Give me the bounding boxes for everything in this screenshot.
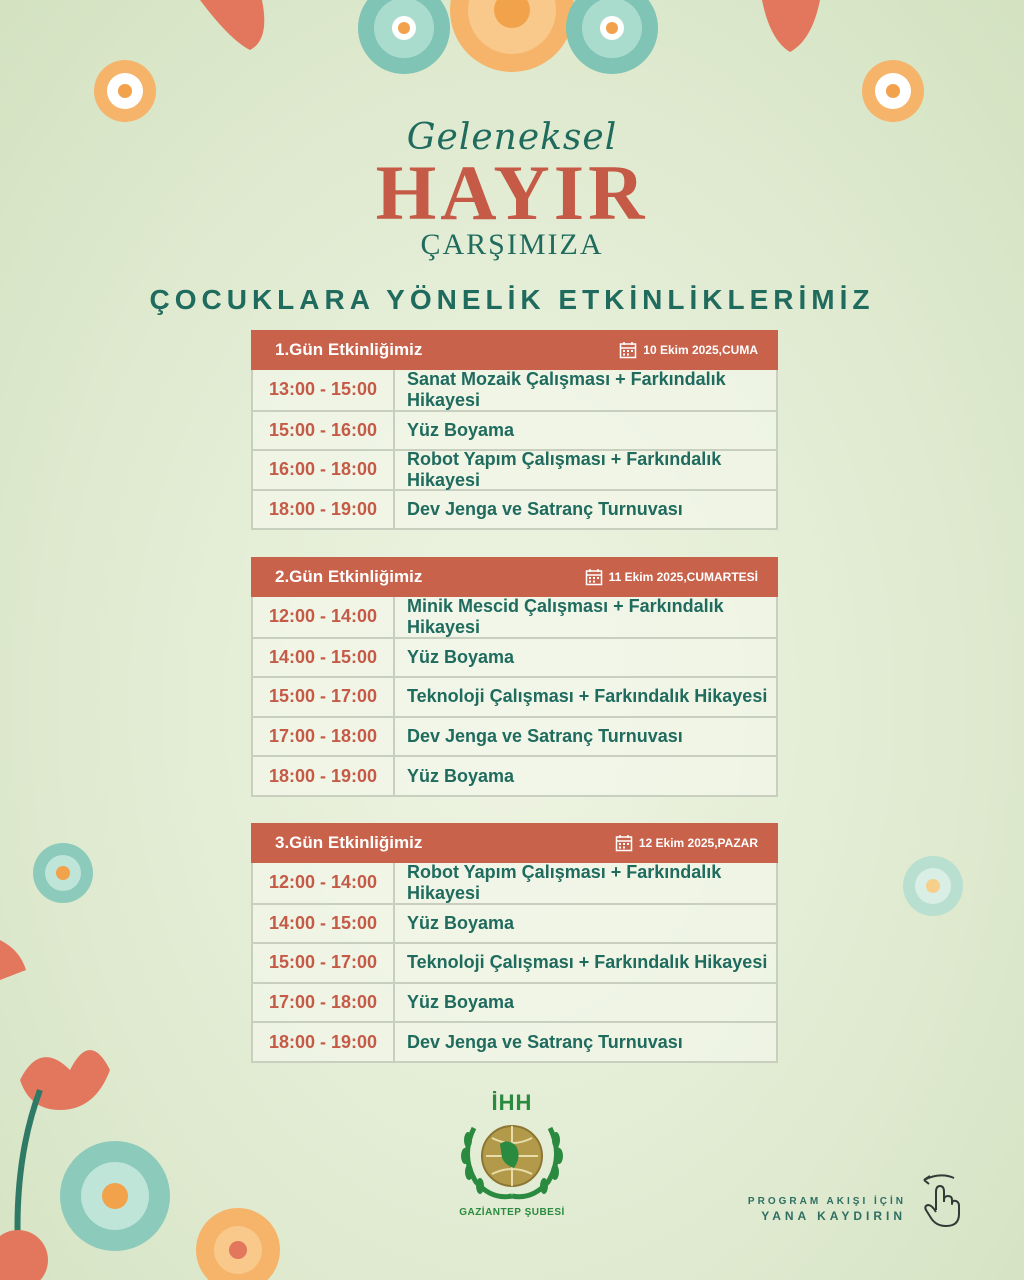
schedule-table bbox=[251, 597, 778, 797]
table-row bbox=[253, 755, 776, 795]
day-3-schedule bbox=[251, 823, 778, 1063]
title-sub: ÇARŞIMIZA bbox=[420, 228, 604, 261]
section-heading: ÇOCUKLARA YÖNELİK ETKİNLİKLERİMİZ bbox=[149, 284, 875, 315]
day-title: 1.Gün Etkinliğimiz bbox=[275, 340, 423, 359]
flower-small-left bbox=[94, 60, 156, 122]
swipe-hint bbox=[748, 1196, 906, 1223]
activity-cell: Minik Mescid Çalışması + Farkındalık Hikayesi bbox=[407, 595, 724, 637]
table-row bbox=[253, 1021, 776, 1061]
day-header bbox=[251, 557, 778, 597]
swipe-hint-line2: YANA KAYDIRIN bbox=[761, 1209, 906, 1223]
day-date bbox=[619, 341, 758, 359]
table-row bbox=[253, 863, 776, 903]
top-flower-decoration bbox=[0, 0, 1024, 130]
day-date-text: 10 Ekim 2025,CUMA bbox=[643, 343, 758, 357]
day-header bbox=[251, 823, 778, 863]
table-row bbox=[253, 370, 776, 410]
activity-cell: Yüz Boyama bbox=[407, 765, 515, 786]
day-title: 3.Gün Etkinliğimiz bbox=[275, 833, 423, 852]
tulip-left bbox=[200, 0, 264, 50]
time-cell: 18:00 - 19:00 bbox=[253, 1023, 395, 1061]
title-main: HAYIR bbox=[375, 149, 649, 236]
day-date bbox=[615, 834, 758, 852]
schedule-table bbox=[251, 863, 778, 1063]
time-cell: 15:00 - 17:00 bbox=[253, 678, 395, 716]
day-1-schedule bbox=[251, 330, 778, 530]
activity-cell: Yüz Boyama bbox=[407, 419, 515, 440]
activity-cell: Yüz Boyama bbox=[407, 912, 515, 933]
activity-cell: Dev Jenga ve Satranç Turnuvası bbox=[407, 499, 683, 520]
activity-cell: Robot Yapım Çalışması + Farkındalık Hikayesi bbox=[407, 448, 722, 490]
activity-cell: Yüz Boyama bbox=[407, 992, 515, 1013]
side-flower-left bbox=[28, 838, 98, 908]
day-date-text: 12 Ekim 2025,PAZAR bbox=[638, 836, 758, 850]
swipe-hand-icon bbox=[918, 1172, 962, 1228]
activity-cell: Dev Jenga ve Satranç Turnuvası bbox=[407, 1031, 683, 1052]
time-cell: 14:00 - 15:00 bbox=[253, 639, 395, 677]
time-cell: 13:00 - 15:00 bbox=[253, 370, 395, 410]
ihh-logo bbox=[452, 1090, 572, 1218]
time-cell: 15:00 - 16:00 bbox=[253, 412, 395, 450]
time-cell: 15:00 - 17:00 bbox=[253, 944, 395, 982]
table-row bbox=[253, 410, 776, 450]
time-cell: 16:00 - 18:00 bbox=[253, 451, 395, 489]
table-row bbox=[253, 637, 776, 677]
activity-cell: Teknoloji Çalışması + Farkındalık Hikayesi bbox=[407, 686, 768, 707]
time-cell: 14:00 - 15:00 bbox=[253, 905, 395, 943]
activity-cell: Robot Yapım Çalışması + Farkındalık Hikayesi bbox=[407, 861, 722, 903]
activity-cell: Teknoloji Çalışması + Farkındalık Hikayesi bbox=[407, 952, 768, 973]
time-cell: 12:00 - 14:00 bbox=[253, 597, 395, 637]
flower-orange-large bbox=[450, 0, 574, 72]
table-row bbox=[253, 676, 776, 716]
activity-cell: Sanat Mozaik Çalışması + Farkındalık Hikayesi bbox=[407, 368, 726, 410]
swipe-hint-line1: PROGRAM AKIŞI İÇİN bbox=[747, 1196, 906, 1207]
calendar-icon bbox=[585, 568, 603, 586]
time-cell: 18:00 - 19:00 bbox=[253, 757, 395, 795]
table-row bbox=[253, 982, 776, 1022]
day-date-text: 11 Ekim 2025,CUMARTESİ bbox=[608, 570, 758, 584]
table-row bbox=[253, 942, 776, 982]
logo-branch: GAZİANTEP ŞUBESİ bbox=[459, 1207, 565, 1218]
tulip-right bbox=[762, 0, 820, 52]
flower-small-right bbox=[862, 60, 924, 122]
side-flower-right bbox=[898, 851, 968, 921]
schedule-table bbox=[251, 370, 778, 530]
table-row bbox=[253, 449, 776, 489]
day-header bbox=[251, 330, 778, 370]
time-cell: 17:00 - 18:00 bbox=[253, 984, 395, 1022]
table-row bbox=[253, 489, 776, 529]
table-row bbox=[253, 597, 776, 637]
event-title bbox=[0, 118, 1024, 262]
calendar-icon bbox=[619, 341, 637, 359]
activity-cell: Yüz Boyama bbox=[407, 646, 515, 667]
flower-teal-right bbox=[566, 0, 658, 74]
title-script: Geleneksel bbox=[406, 117, 618, 158]
table-row bbox=[253, 903, 776, 943]
day-title: 2.Gün Etkinliğimiz bbox=[275, 567, 423, 586]
logo-name: İHH bbox=[491, 1090, 533, 1115]
time-cell: 12:00 - 14:00 bbox=[253, 863, 395, 903]
flower-teal-left bbox=[358, 0, 450, 74]
table-row bbox=[253, 716, 776, 756]
calendar-icon bbox=[615, 834, 633, 852]
activity-cell: Dev Jenga ve Satranç Turnuvası bbox=[407, 726, 683, 747]
globe-wreath-icon bbox=[452, 1116, 572, 1200]
day-2-schedule bbox=[251, 557, 778, 797]
day-date bbox=[585, 568, 758, 586]
time-cell: 17:00 - 18:00 bbox=[253, 718, 395, 756]
time-cell: 18:00 - 19:00 bbox=[253, 491, 395, 529]
